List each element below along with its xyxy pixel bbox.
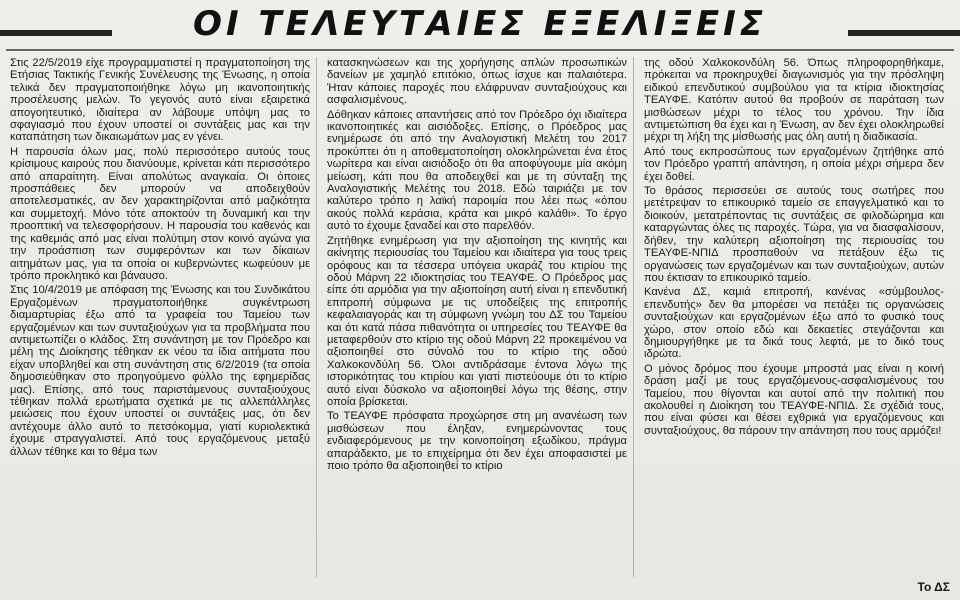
- paragraph: κατασκηνώσεων και της χορήγησης απλών προσωπικών δανείων με χαμηλό επιτόκιο, όπως ίσχυε και παλαιότερα. Ήταν κάποιες παροχές που ελάφρυναν συνταξιούχους και ασφαλισμένους.: [327, 57, 627, 107]
- headline-divider: [6, 49, 954, 51]
- paragraph: Το θράσος περισσεύει σε αυτούς τους σωτήρες που μετέτρεψαν το επικουρικό ταμείο σε επαγγελματικό και το διοικούν, μετατρέποντας τις συντάξεις σε φιλοδώρημα και καταργώντας όλες τις παροχές. Τώρα, για να διασφαλίσουν, δήθεν, την καλύτερη αξιοποίηση της περιουσίας του ΤΕΑΥΦΕ-ΝΠΙΔ προσπαθούν να πετάξουν έξω τις οργανώσεις των εργαζομένων και των συνταξιούχων, αυτών που έκτισαν το επικουρικό ταμείο.: [644, 185, 944, 284]
- paragraph: Στις 22/5/2019 είχε προγραμματιστεί η πραγματοποίηση της Ετήσιας Τακτικής Γενικής Συνέλευσης της Ένωσης, η οποία τελικά δεν πραγματοποιήθηκε λόγω μη ικανοποιητικής προσέλευσης μελών. Το γεγονός αυτό είναι εξαιρετικά απογοητευτικό, ιδιαίτερα αν λάβουμε υπόψη μας το σφαγιασμό που έχουν υποστεί οι συντάξεις μας και την καταπάτηση των δικαιωμάτων μας εν γένει.: [10, 57, 310, 144]
- paragraph: Από τους εκπροσώπους των εργαζομένων ζητήθηκε από τον Πρόεδρο γραπτή απάντηση, η οποία μέχρι σήμερα δεν έχει δοθεί.: [644, 145, 944, 183]
- paragraph: της οδού Χαλκοκονδύλη 56. Όπως πληροφορηθήκαμε, πρόκειται να προκηρυχθεί διαγωνισμός για την πρόσληψη ειδικού επενδυτικού συμβούλου για τα κτίρια ιδιοκτησίας ΤΕΑΥΦΕ. Κατόπιν αυτού θα προβούν σε παράταση των μισθώσεων μέχρι το τέλος του χρόνου. Την ίδια αντιμετώπιση θα έχει και η Ένωση, αν δεν έχει ολοκληρωθεί μέχρι τη λήξη της μίσθωσής μας όλη αυτή η διαδικασία.: [644, 57, 944, 144]
- paragraph: Στις 10/4/2019 με απόφαση της Ένωσης και του Συνδικάτου Εργαζομένων πραγματοποιήθηκε συγκέντρωση διαμαρτυρίας έξω από τα γραφεία του Ταμείου των εργαζομένων και των συνταξιούχων για τα προβλήματα που αντιμετωπίζει ο κλάδος. Στη συνάντηση με τον Πρόεδρο και μέλη της Διοίκησης τέθηκαν εκ νέου τα ίδια αιτήματα που είχαν υποβληθεί και στη συνάντηση στις 6/2/2019 (τα οποία δημοσιεύθηκαν στο προηγούμενο φύλλο της εφημερίδας μας). Επίσης, από τους παριστάμενους συνταξιούχους τέθηκαν πολλά ερωτήματα σχετικά με τις αλλεπάλληλες μειώσεις που έχουν υποστεί οι συντάξεις μας, ότι δεν αντέχουμε άλλο αυτό το πετσόκομμα, γιατί κυριολεκτικά έχουμε στραγγαλιστεί. Από τους εργαζόμενους μεταξύ άλλων τέθηκε και το θέμα των: [10, 284, 310, 458]
- paragraph: Η παρουσία όλων μας, πολύ περισσότερο αυτούς τους κρίσιμους καιρούς που διανύουμε, κρίνεται κάτι περισσότερο από απαραίτητη. Είναι απολύτως αναγκαία. Οι όποιες προσπάθειες δεν μπορούν να αποδειχθούν αποτελεσματικές, αν δεν χαρακτηρίζονται από μαζικότητα και συμμετοχή. Μόνο τότε αποκτούν τη δυναμική και την προοπτική να τελεσφορήσουν. Η παρουσία του καθενός και της καθεμιάς από μας είναι πολύτιμη στον κοινό αγώνα για την προάσπιση των συμφερόντων και των δίκαιων αιτημάτων μας, για τα οποία οι κυβερνώντες κωφεύουν με τρόπο προκλητικό και βάναυσο.: [10, 145, 310, 282]
- paragraph: Ο μόνος δρόμος που έχουμε μπροστά μας είναι η κοινή δράση μαζί με τους εργαζόμενους-ασφαλισμένους του Ταμείου, που θίγονται και αυτοί από την πολιτική που ακολουθεί η Διοίκηση του ΤΕΑΥΦΕ-ΝΠΙΔ. Σε σχέδιά τους, που είναι φύσει και θέσει εχθρικά για εργαζόμενους και συνταξιούχους, θα πάρουν την απάντηση που τους αρμόζει!: [644, 362, 944, 437]
- article-columns: [10, 57, 950, 577]
- article-column-2: [327, 57, 634, 577]
- article-column-1: [10, 57, 317, 577]
- article-column-3: [644, 57, 950, 577]
- paragraph: Το ΤΕΑΥΦΕ πρόσφατα προχώρησε στη μη ανανέωση των μισθώσεων που έληξαν, ενημερώνοντας τους ενδιαφερόμενους με την κοινοποίηση εξωδίκου, πράγμα απαράδεκτο, με το επιχείρημα ότι δεν έχει αποφασιστεί με ποιο τρόπο θα αξιοποιηθεί το κτίριο: [327, 410, 627, 472]
- paragraph: Κανένα ΔΣ, καμιά επιτροπή, κανένας «σύμβουλος-επενδυτής» δεν θα μπορέσει να πετάξει τις οργανώσεις συνταξιούχων και εργαζομένων έξω από το φυσικό τους χώρο, στον οποίο εδώ και δεκαετίες στεγάζονται και δημιουργήθηκε με τα δικά τους λεφτά, με το δικό τους ιδρώτα.: [644, 286, 944, 361]
- page-title: ΟΙ ΤΕΛΕΥΤΑΙΕΣ ΕΞΕΛΙΞΕΙΣ: [193, 4, 767, 44]
- paragraph: Ζητήθηκε ενημέρωση για την αξιοποίηση της κινητής και ακίνητης περιουσίας του Ταμείου και ιδιαίτερα για τους τρεις ορόφους και τα τέσσερα υπόγεια υκαράζ του κτιρίου της οδού Μάρνη 22 ιδιοκτησίας του ΤΕΑΥΦΕ. Ο Πρόεδρος μας είπε ότι αρμόδια για την αξιοποίηση αυτή είναι η επενδυτική επιτροπή σύμφωνα με τις υποδείξεις της επιτροπής κεφαλαιαγοράς και τη σύμφωνη γνώμη του ΔΣ του Ταμείου και ότι κατά πάσα πιθανότητα οι υπηρεσίες του ΤΕΑΥΦΕ θα μεταφερθούν στο κτίριο της οδού Μάρνη 22 προκειμένου να αξιοποιηθεί στο σύνολό του το κτίριο της οδού Χαλκοκονδύλη 56. Όλοι αντιδράσαμε έντονα λόγω της ιστορικότητας του κτιρίου και γιατί πιστεύουμε ότι το κτίριο αυτό είναι δύσκολο να αξιοποιηθεί λόγω της θέσης, στην οποία βρίσκεται.: [327, 234, 627, 408]
- signature: Το ΔΣ: [917, 580, 950, 594]
- paragraph: Δόθηκαν κάποιες απαντήσεις από τον Πρόεδρο όχι ιδιαίτερα ικανοποιητικές και αισιόδοξες. Επίσης, ο Πρόεδρος μας ενημέρωσε ότι από την Αναλογιστική Μελέτη του 2017 προκύπτει ότι η αποθεματοποίηση ολοκληρώνεται ένα έτος νωρίτερα και είναι αισιόδοξο ότι θα αποφύγουμε μία ακόμη μείωση, κάτι που θα αποδειχθεί και με τη σύνταξη της Αναλογιστικής Μελέτης του 2018. Εδώ ταιριάζει με τον καλύτερο τρόπο η λαϊκή παροιμία που λέει πως «όπου ακούς πολλά κεράσια, κράτα και μικρό καλάθι». Το έργο αυτό το έχουμε ξαναδεί και στο παρελθόν.: [327, 108, 627, 233]
